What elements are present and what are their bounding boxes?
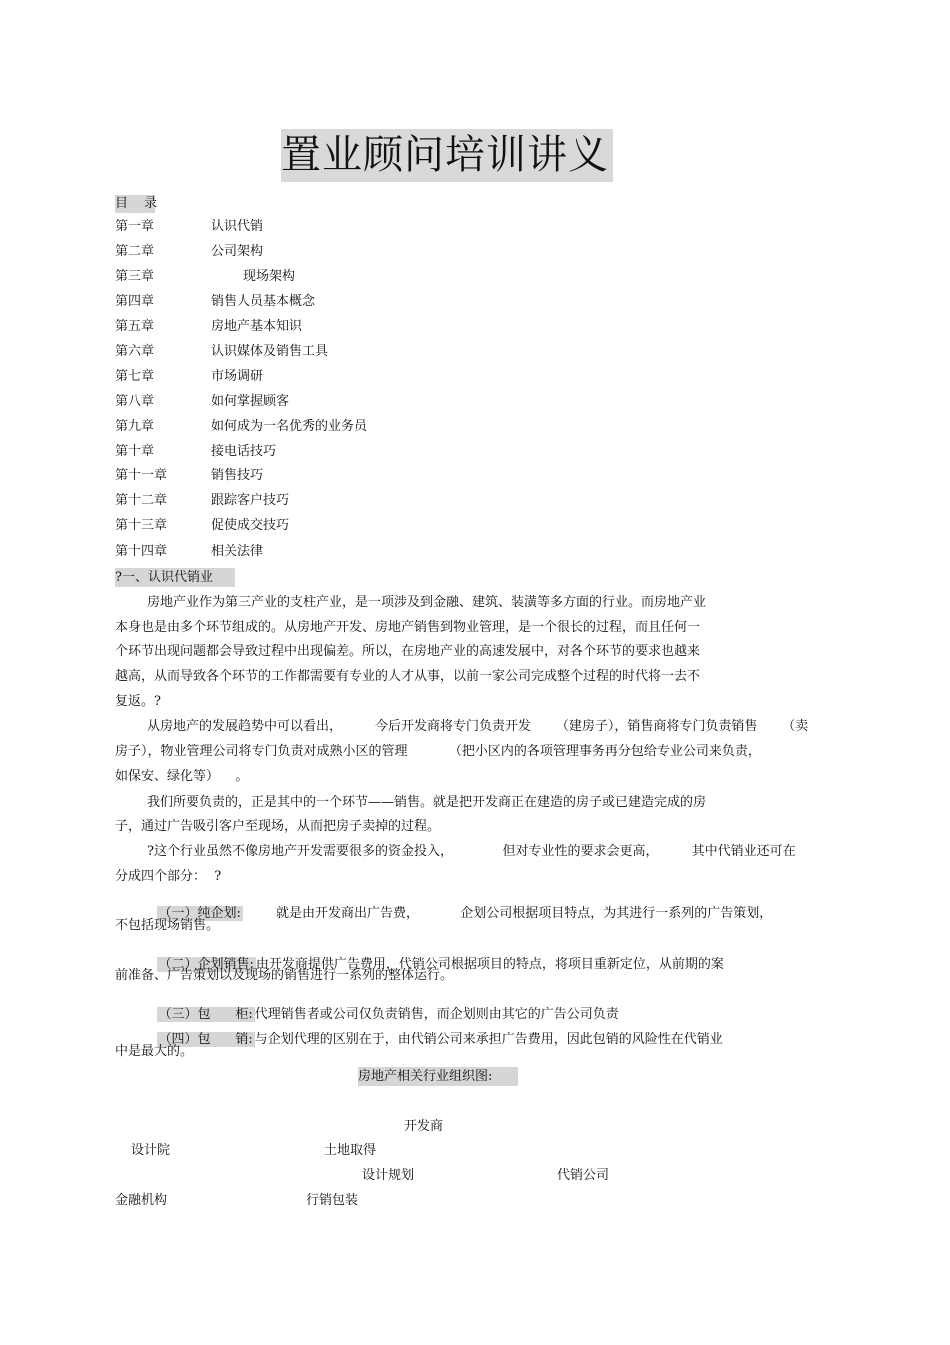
org-node-design-planning: 设计规划 — [362, 1168, 415, 1183]
paragraph-line: ?这个行业虽然不像房地产开发需要很多的资金投入， 但对专业性的要求会更高， 其中代销业还可在 — [147, 844, 796, 859]
toc-chapter-title: 现场架构 — [243, 269, 296, 284]
toc-chapter-number: 第六章 — [115, 344, 155, 359]
org-node-design-institute: 设计院 — [131, 1143, 171, 1158]
toc-chapter-number: 第五章 — [115, 319, 155, 334]
paragraph-line: 房地产业作为第三产业的支柱产业，是一项涉及到金融、建筑、装潢等多方面的行业。而房地产业 — [147, 595, 707, 610]
part-text: 就是由开发商出广告费， 企划公司根据项目特点，为其进行一系列的广告策划， — [242, 906, 773, 921]
paragraph-line: 房子），物业管理公司将专门负责对成熟小区的管理 （把小区内的各项管理事务再分包给专业公司来负责， — [115, 744, 761, 759]
org-node-sales-agency: 代销公司 — [557, 1168, 610, 1183]
toc-chapter-title: 销售技巧 — [211, 468, 264, 483]
paragraph-line: 中是最大的。 — [115, 1044, 194, 1059]
toc-chapter-number: 第十章 — [115, 444, 155, 459]
toc-chapter-title: 相关法律 — [211, 544, 264, 559]
toc-chapter-number: 第十三章 — [115, 518, 168, 533]
toc-chapter-number: 第九章 — [115, 419, 155, 434]
paragraph-line: 个环节出现问题都会导致过程中出现偏差。所以，在房地产业的高速发展中，对各个环节的要求也越来 — [115, 644, 701, 659]
paragraph-line: 复返。? — [115, 694, 161, 709]
toc-chapter-title: 如何掌握顾客 — [211, 394, 290, 409]
toc-chapter-title: 如何成为一名优秀的业务员 — [211, 419, 368, 434]
paragraph-line: 从房地产的发展趋势中可以看出， 今后开发商将专门负责开发 （建房子），销售商将专门负责销售 （卖 — [147, 719, 809, 734]
toc-heading: 目 录 — [115, 196, 164, 211]
part-text: 由开发商提供广告费用，代销公司根据项目的特点，将项目重新定位，从前期的案 — [255, 957, 724, 972]
toc-chapter-number: 第十一章 — [115, 468, 168, 483]
section-heading: ?一、认识代销业 — [115, 568, 235, 587]
toc-chapter-number: 第二章 — [115, 244, 155, 259]
part-label: （四）包 销: — [158, 1032, 253, 1047]
paragraph-line: 越高，从而导致各个环节的工作都需要有专业的人才从事，以前一家公司完成整个过程的时代将一去不 — [115, 669, 701, 684]
paragraph-line: 前准备、广告策划以及现场的销售进行一系列的整体运行。 — [115, 968, 454, 983]
paragraph-line: 子，通过广告吸引客户至现场，从而把房子卖掉的过程。 — [115, 819, 441, 834]
part-text: 代理销售者或公司仅负责销售，而企划则由其它的广告公司负责 — [254, 1007, 619, 1022]
toc-chapter-title: 认识媒体及销售工具 — [211, 344, 329, 359]
toc-chapter-number: 第三章 — [115, 269, 155, 284]
paragraph-line: 不包括现场销售。 — [115, 918, 220, 933]
part-label: （一）纯企划: — [158, 906, 241, 921]
toc-chapter-title: 接电话技巧 — [211, 444, 277, 459]
part-text: 与企划代理的区别在于，由代销公司来承担广告费用，因此包销的风险性在代销业 — [254, 1032, 723, 1047]
toc-chapter-title: 市场调研 — [211, 369, 264, 384]
paragraph-line: 我们所要负责的，正是其中的一个环节——销售。就是把开发商正在建造的房子或已建造完成的房 — [147, 795, 707, 810]
toc-chapter-title: 促使成交技巧 — [211, 518, 290, 533]
toc-chapter-number: 第十四章 — [115, 544, 168, 559]
paragraph-line: 如保安、绿化等） 。 — [115, 769, 249, 784]
toc-chapter-number: 第四章 — [115, 294, 155, 309]
toc-chapter-title: 认识代销 — [211, 219, 264, 234]
org-node-marketing-packaging: 行销包装 — [306, 1193, 359, 1208]
toc-chapter-title: 房地产基本知识 — [211, 319, 303, 334]
toc-chapter-title: 销售人员基本概念 — [211, 294, 316, 309]
paragraph-line: 本身也是由多个环节组成的。从房地产开发、房地产销售到物业管理，是一个很长的过程，而且任何一 — [115, 620, 701, 635]
toc-chapter-number: 第十二章 — [115, 493, 168, 508]
part-label: （三）包 柜: — [158, 1007, 253, 1022]
org-chart-caption: 房地产相关行业组织图: — [358, 1067, 518, 1086]
toc-chapter-number: 第一章 — [115, 219, 155, 234]
part-label: （二）企划销售: — [158, 957, 254, 972]
page-title: 置业顾问培训讲义 — [281, 129, 613, 182]
org-node-developer: 开发商 — [404, 1119, 444, 1134]
org-node-land-acquisition: 土地取得 — [324, 1143, 377, 1158]
paragraph-line: 分成四个部分： ? — [115, 869, 222, 884]
toc-chapter-number: 第八章 — [115, 394, 155, 409]
toc-chapter-number: 第七章 — [115, 369, 155, 384]
org-node-financial-institution: 金融机构 — [115, 1193, 168, 1208]
toc-chapter-title: 公司架构 — [211, 244, 264, 259]
toc-chapter-title: 跟踪客户技巧 — [211, 493, 290, 508]
